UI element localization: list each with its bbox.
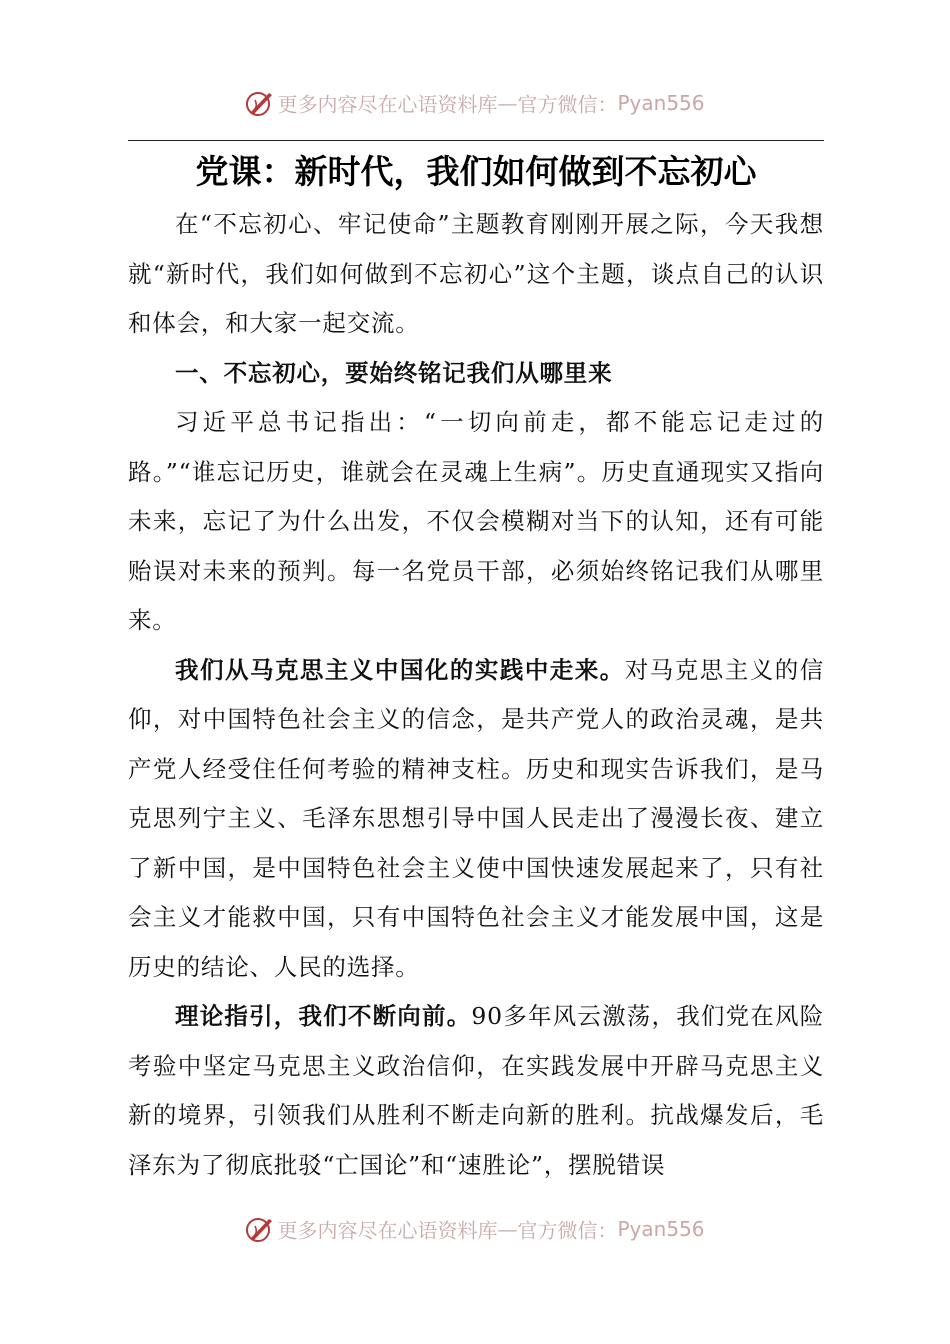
document-body — [128, 200, 824, 1190]
paragraph-2-lead: 我们从马克思主义中国化的实践中走来。 — [175, 655, 625, 684]
paragraph-2 — [128, 646, 824, 993]
quill-pen-logo-icon — [245, 88, 275, 118]
footer-watermark — [0, 1214, 950, 1244]
paragraph-3-lead: 理论指引，我们不断向前。 — [175, 1002, 472, 1030]
watermark-dash: — — [497, 1217, 518, 1241]
paragraph-2-body: 对马克思主义的信仰，对中国特色社会主义的信念，是共产党人的政治灵魂，是共产党人经受住任何考验的精神支柱。历史和现实告诉我们，是马克思列宁主义、毛泽东思想引导中国人民走出了漫漫长夜、建立了新中国，是中国特色社会主义使中国快速发展起来了，只有社会主义才能救中国，只有中国特色社会主义才能发展中国，这是历史的结论、人民的选择。 — [128, 655, 824, 981]
intro-paragraph: 在“不忘初心、牢记使命”主题教育刚刚开展之际，今天我想就“新时代，我们如何做到不忘初心”这个主题，谈点自己的认识和体会，和大家一起交流。 — [128, 210, 824, 337]
watermark-account: Pyan556 — [617, 1217, 705, 1241]
watermark-dash: — — [497, 91, 518, 115]
header-rule — [128, 140, 824, 141]
paragraph-3-body: 90多年风云激荡，我们党在风险考验中坚定马克思主义政治信仰，在实践发展中开辟马克思主义新的境界，引领我们从胜利不断走向新的胜利。抗战爆发后，毛泽东为了彻底批驳“亡国论”和“速胜论”，摆脱错误 — [128, 1002, 825, 1179]
quill-pen-logo-icon — [245, 1214, 275, 1244]
watermark-channel: 官方微信： — [517, 92, 618, 117]
section-heading-1: 一、不忘初心，要始终铭记我们从哪里来 — [175, 358, 613, 387]
header-watermark — [0, 88, 950, 118]
paragraph-1: 习近平总书记指出：“一切向前走，都不能忘记走过的路。”“谁忘记历史，谁就会在灵魂上生病”。历史直通现实又指向未来，忘记了为什么出发，不仅会模糊对当下的认知，还有可能贻误对未来的预判。每一名党员干部，必须始终铭记我们从哪里来。 — [128, 408, 824, 634]
watermark-main-text: 更多内容尽在心语资料库 — [277, 92, 498, 117]
watermark-account: Pyan556 — [617, 91, 705, 115]
paragraph-3 — [128, 992, 824, 1190]
watermark-main-text: 更多内容尽在心语资料库 — [277, 1218, 498, 1243]
watermark-channel: 官方微信： — [517, 1218, 618, 1243]
document-title: 党课：新时代，我们如何做到不忘初心 — [195, 152, 757, 191]
